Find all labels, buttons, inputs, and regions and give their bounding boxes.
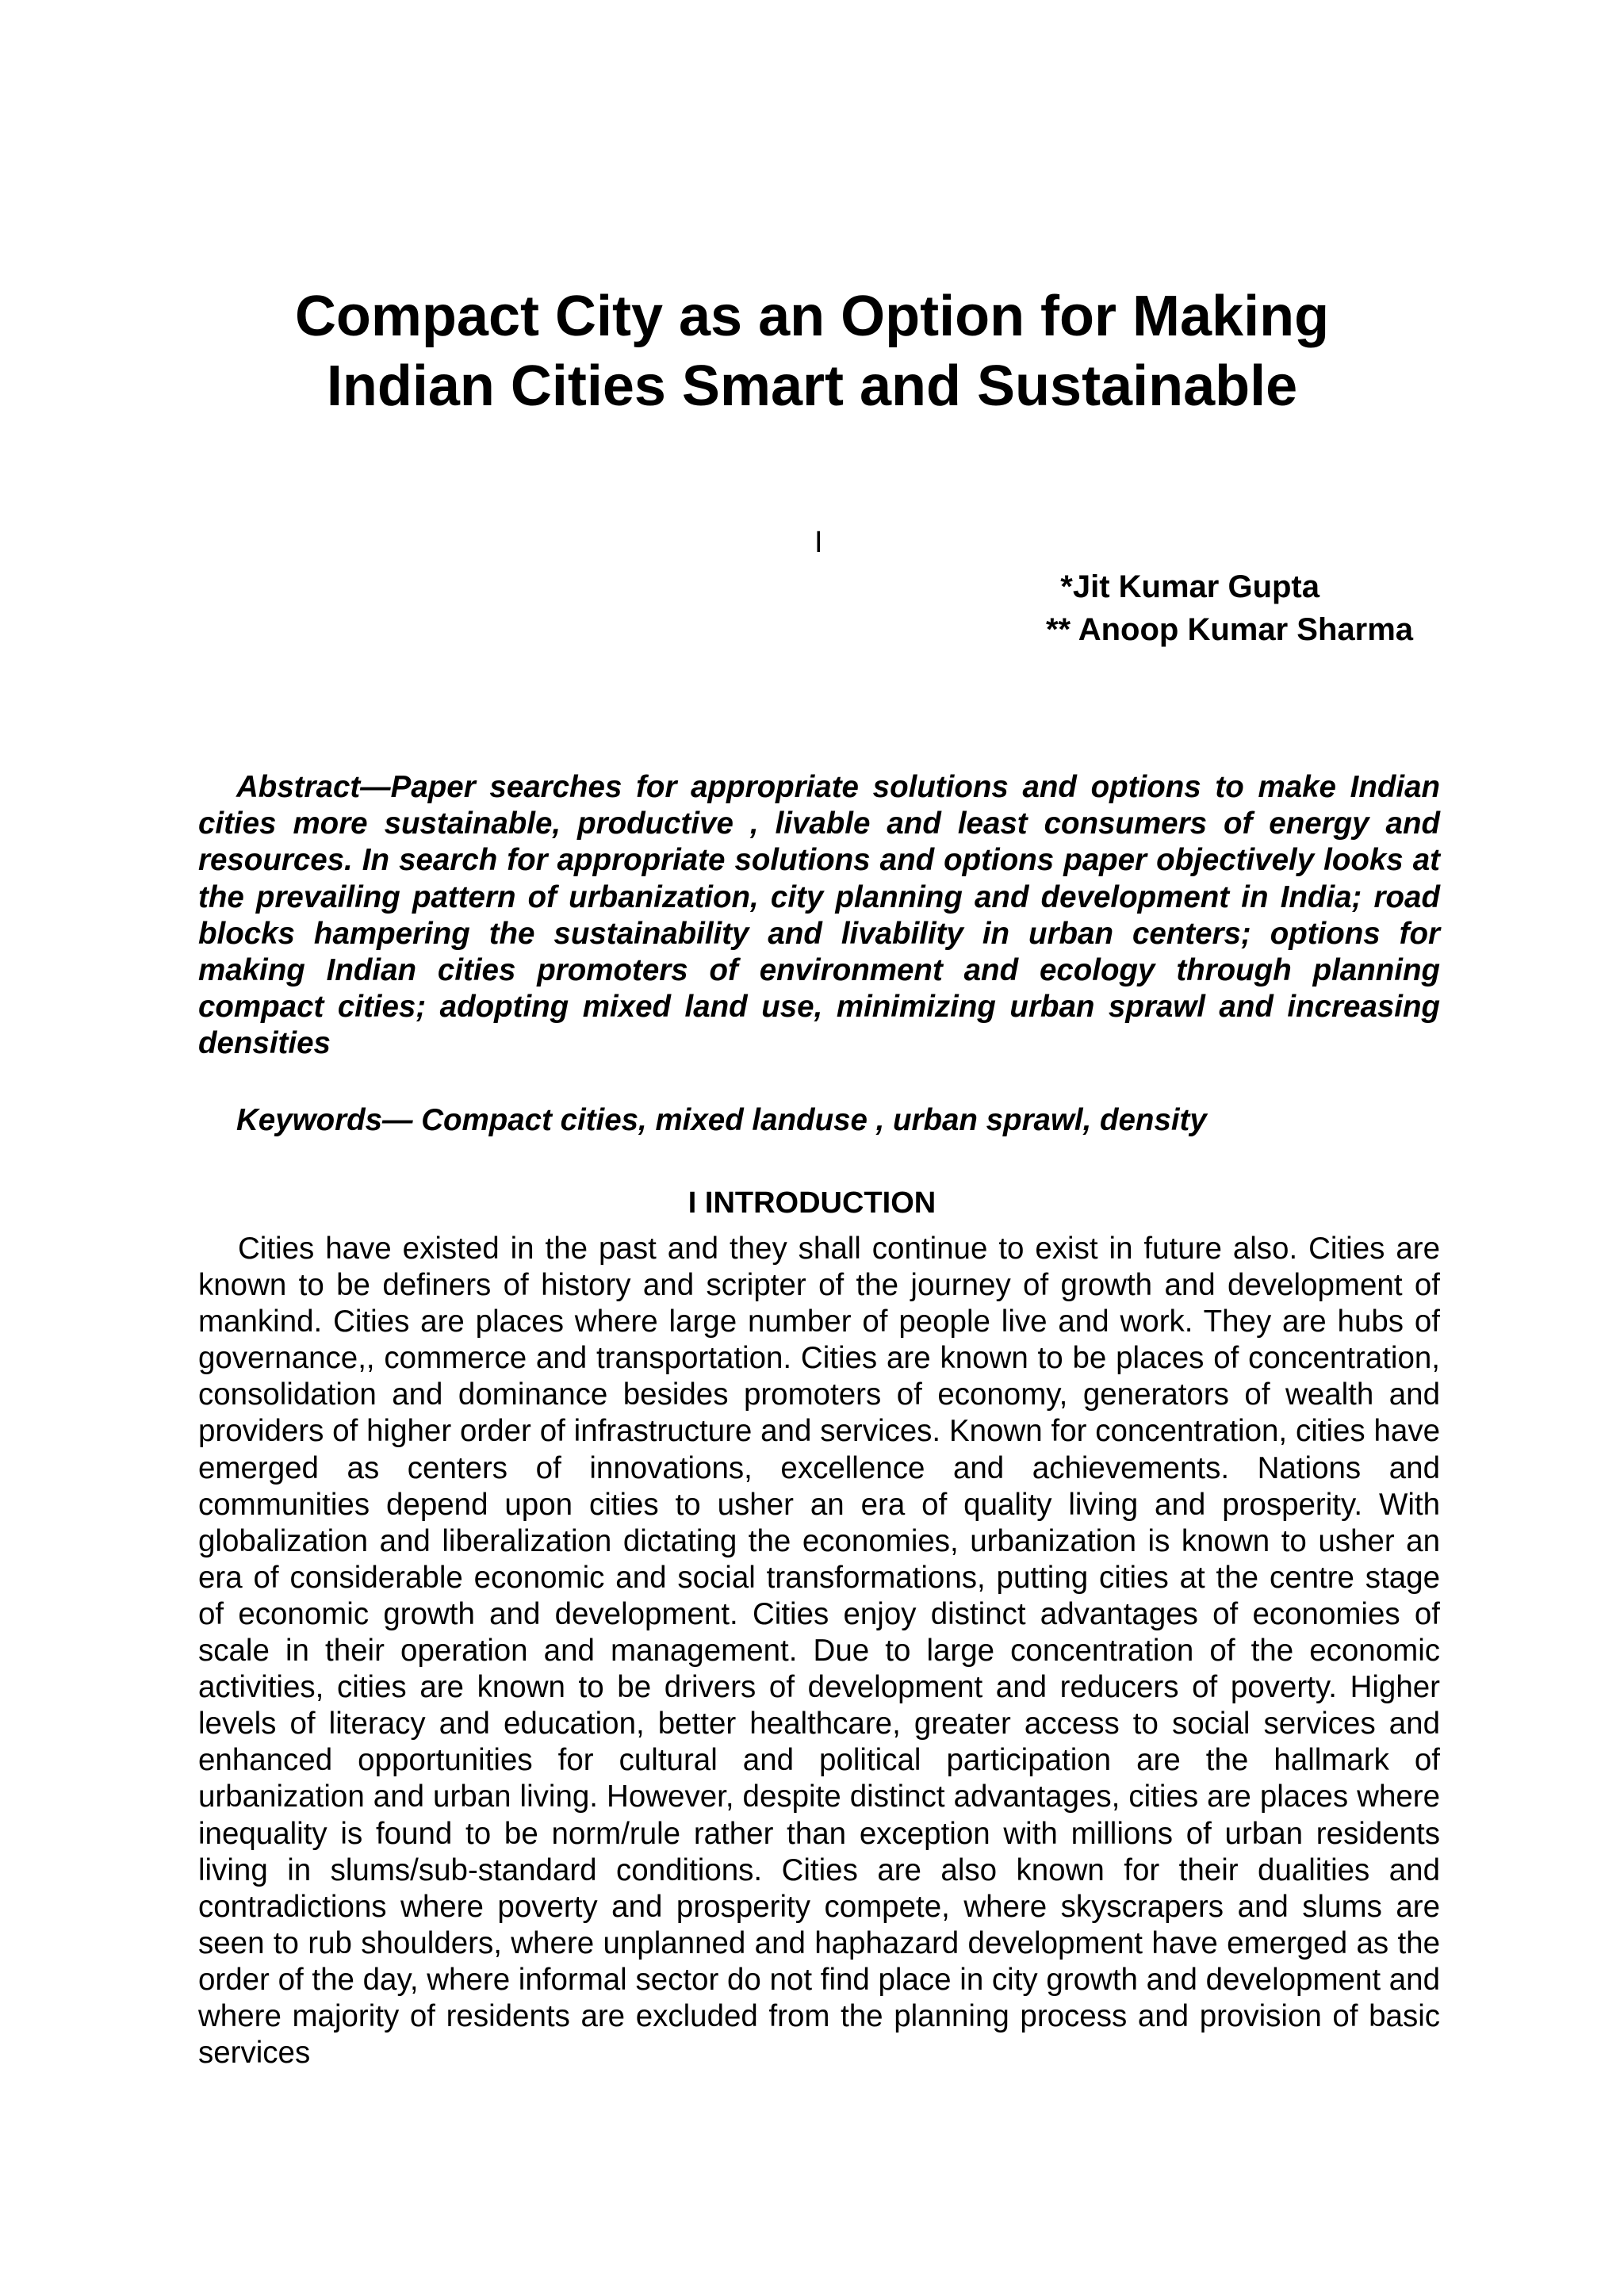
section-heading-introduction: I INTRODUCTION: [688, 1186, 936, 1220]
author-1: *Jit Kumar Gupta: [1060, 569, 1320, 604]
stray-mark: I: [814, 526, 823, 559]
paper-title: [0, 282, 1624, 421]
author-2: ** Anoop Kumar Sharma: [1045, 612, 1413, 647]
abstract: [198, 769, 1440, 1063]
introduction-body: [198, 1231, 1440, 2071]
title-line-1: Compact City as an Option for Making: [294, 285, 1330, 348]
intro-paragraph: Cities have existed in the past and they shall continue to exist in future also. Cities are known to be definers of history and scripter of the journey of growth and development of mankind. Cities are places where large number of people live and work. They are hubs of governance,, commerce and transportation. Cities are known to be places of concentration, consolidation and dominance besides promoters of economy, generators of wealth and providers of higher order of infrastructure and services. Known for concentration, cities have emerged as centers of innovations, excellence and achievements. Nations and communities depend upon cities to usher an era of quality living and prosperity. With globalization and liberalization dictating the economies, urbanization is known to usher an era of considerable economic and social transformations, putting cities at the centre stage of economic growth and development. Cities enjoy distinct advantages of economies of scale in their operation and management. Due to large concentration of the economic activities, cities are known to be drivers of development and reducers of poverty. Higher levels of literacy and education, better healthcare, greater access to social services and enhanced opportunities for cultural and political participation are the hallmark of urbanization and urban living. However, despite distinct advantages, cities are places where inequality is found to be norm/rule rather than exception with millions of urban residents living in slums/sub-standard conditions. Cities are also known for their dualities and contradictions where poverty and prosperity compete, where skyscrapers and slums are seen to rub shoulders, where unplanned and haphazard development have emerged as the order of the day, where informal sector do not find place in city growth and development and where majority of residents are excluded from the planning process and provision of basic services: [198, 1232, 1440, 2071]
keywords: Keywords— Compact cities, mixed landuse , urban sprawl, density: [236, 1103, 1207, 1137]
title-line-2: Indian Cities Smart and Sustainable: [326, 354, 1298, 418]
abstract-text: Abstract—Paper searches for appropriate solutions and options to make Indian cities more sustainable, productive , livable and least consumers of energy and resources. In search for appropriate solutions and options paper objectively looks at the prevailing pattern of urbanization, city planning and development in India; road blocks hampering the sustainability and livability in urban centers; options for making Indian cities promoters of environment and ecology through planning compact cities; adopting mixed land use, minimizing urban sprawl and increasing densities: [198, 770, 1440, 1061]
